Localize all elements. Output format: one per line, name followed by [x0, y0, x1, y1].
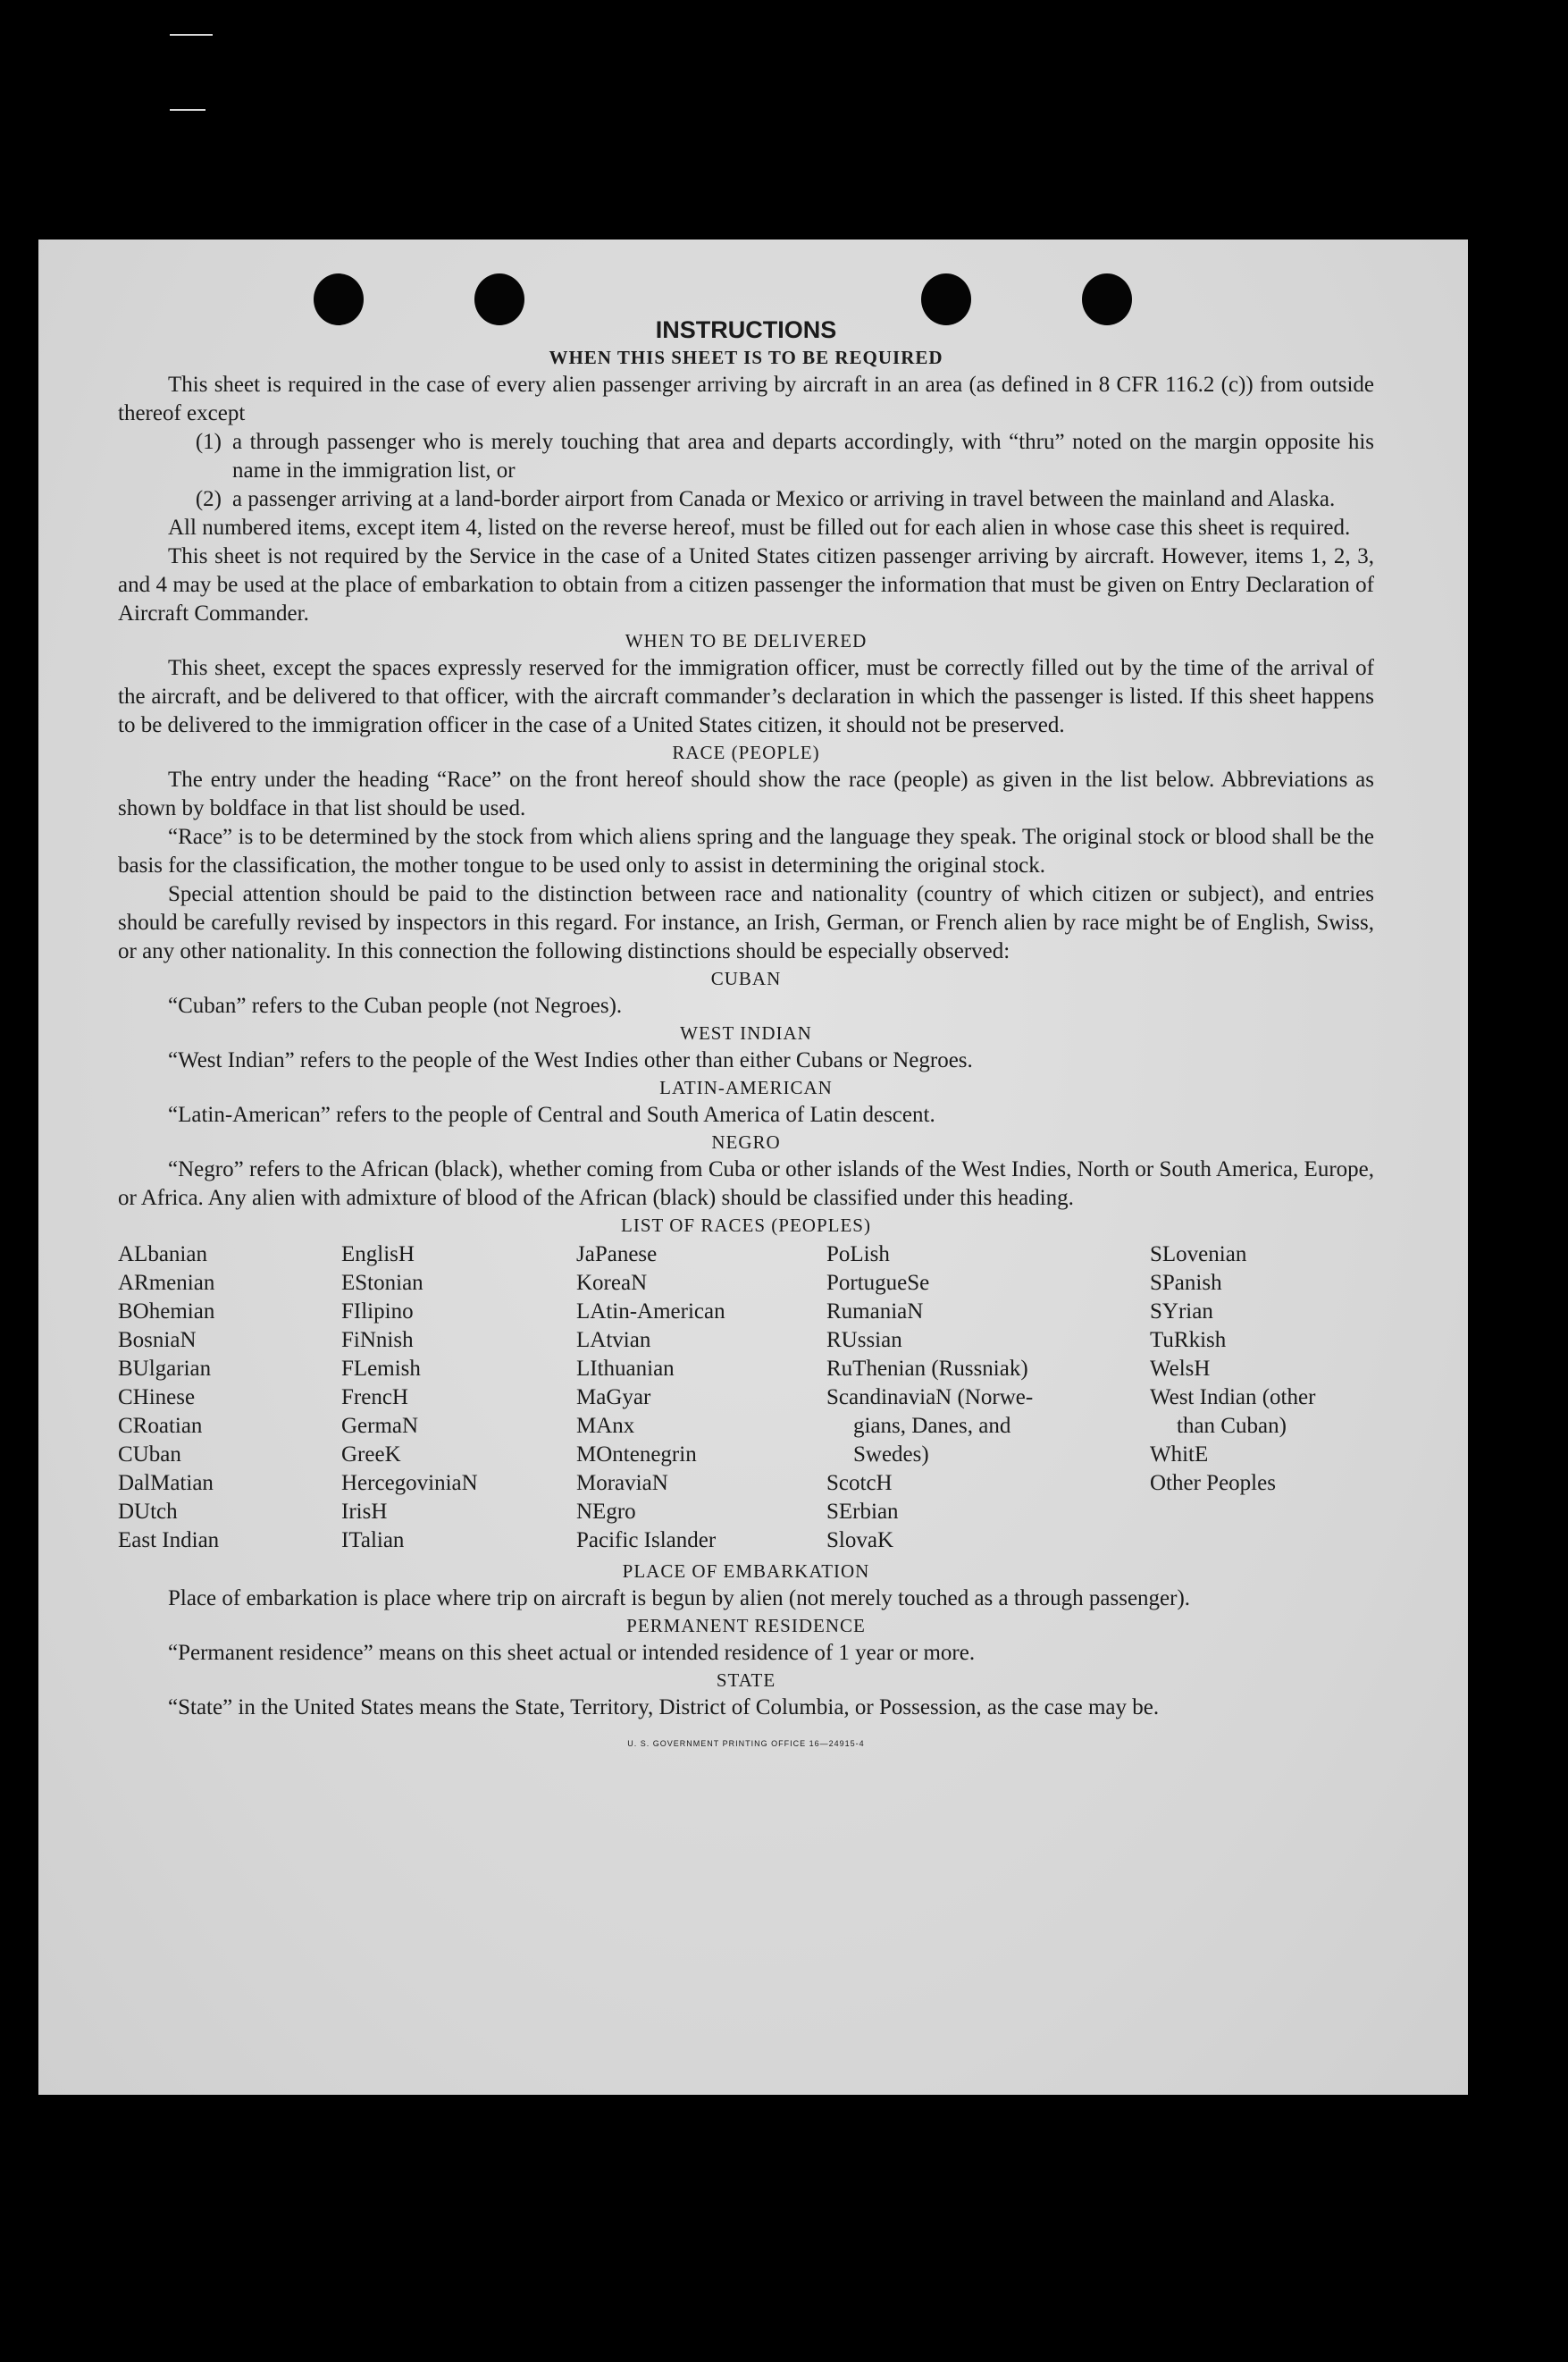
section-heading-state: STATE: [716, 1669, 776, 1691]
race-entry: RumaniaN: [826, 1299, 924, 1324]
item-text: a passenger arriving at a land-border airport from Canada or Mexico or arriving in travel between the mainland and Alaska.: [232, 487, 1336, 511]
race-entry: WhitE: [1150, 1442, 1209, 1467]
paragraph: The entry under the heading “Race” on the front hereof should show the race (people) as given in the list below. Abbreviations as shown by boldface in that list should be used.: [118, 768, 1374, 820]
race-entry: MAnx: [576, 1414, 635, 1438]
list-item: [118, 485, 1374, 514]
section-heading-permanent-residence: PERMANENT RESIDENCE: [626, 1615, 866, 1636]
race-entry: FIlipino: [341, 1299, 414, 1324]
race-entry: BUlgarian: [118, 1357, 212, 1381]
race-entry: Other Peoples: [1150, 1471, 1276, 1495]
section-heading-when-delivered: WHEN TO BE DELIVERED: [625, 630, 868, 651]
races-table: [118, 1240, 1374, 1555]
paragraph: Place of embarkation is place where trip on aircraft is begun by alien (not merely touched as a through passenger).: [168, 1586, 1191, 1610]
race-entry: WelsH: [1150, 1357, 1211, 1381]
races-column: [341, 1240, 576, 1555]
race-entry: BOhemian: [118, 1299, 215, 1324]
paragraph: “Permanent residence” means on this sheet actual or intended residence of 1 year or more.: [168, 1641, 976, 1665]
exceptions-list: [118, 428, 1374, 514]
race-entry: Pacific Islander: [576, 1528, 717, 1552]
race-entry: RuThenian (Russniak): [826, 1357, 1028, 1381]
race-entry: SYrian: [1150, 1299, 1213, 1324]
race-entry: ScandinaviaN (Norwe-: [826, 1385, 1034, 1409]
race-entry: KoreaN: [576, 1271, 648, 1295]
race-entry: than Cuban): [1177, 1414, 1287, 1438]
race-entry: CRoatian: [118, 1414, 203, 1438]
race-entry: SErbian: [826, 1500, 899, 1524]
section-heading-negro: NEGRO: [711, 1131, 781, 1153]
race-entry: SlovaK: [826, 1528, 893, 1552]
item-text: a through passenger who is merely touching that area and departs accordingly, with “thru” noted on the margin opposite his name in the immigration list, or: [232, 430, 1374, 483]
race-entry: RUssian: [826, 1328, 902, 1352]
race-entry: LAtin-American: [576, 1299, 725, 1324]
race-entry: JaPanese: [576, 1242, 658, 1266]
race-entry: ScotcH: [826, 1471, 893, 1495]
race-entry: IrisH: [341, 1500, 388, 1524]
paragraph: “Race” is to be determined by the stock from which aliens spring and the language they speak. The original stock or blood shall be the basis for the classification, the mother tongue to be used only to assist in determining the original stock.: [118, 825, 1374, 878]
race-entry: MOntenegrin: [576, 1442, 697, 1467]
race-entry: MaGyar: [576, 1385, 651, 1409]
section-heading-latin-american: LATIN-AMERICAN: [659, 1077, 833, 1098]
race-entry: LAtvian: [576, 1328, 651, 1352]
paragraph: This sheet is not required by the Service in the case of a United States citizen passenger arriving by aircraft. However, items 1, 2, 3, and 4 may be used at the place of embarkation to obtain from a citizen passenger the information that must be given on Entry Declaration of Aircraft Commander.: [118, 544, 1374, 626]
section-heading-embarkation: PLACE OF EMBARKATION: [622, 1560, 870, 1582]
paragraph: “State” in the United States means the State, Territory, District of Columbia, or Possession, as the case may be.: [168, 1695, 1160, 1719]
race-entry: DUtch: [118, 1500, 178, 1524]
races-column: [826, 1240, 1150, 1555]
race-entry: NEgro: [576, 1500, 636, 1524]
paragraph: This sheet is required in the case of every alien passenger arriving by aircraft in an area (as defined in 8 CFR 116.2 (c)) from outside thereof except: [118, 373, 1374, 425]
race-entry: PoLish: [826, 1242, 890, 1266]
section-heading-west-indian: WEST INDIAN: [680, 1022, 812, 1044]
instruction-sheet: [38, 240, 1468, 2095]
section-heading-race: RACE (PEOPLE): [672, 742, 820, 763]
race-entry: FrencH: [341, 1385, 408, 1409]
paragraph: “West Indian” refers to the people of the West Indies other than either Cubans or Negroes.: [168, 1048, 973, 1072]
list-item: [118, 428, 1374, 485]
race-entry: SPanish: [1150, 1271, 1222, 1295]
race-entry: East Indian: [118, 1528, 220, 1552]
race-entry: CUban: [118, 1442, 181, 1467]
race-entry: BosniaN: [118, 1328, 197, 1352]
paragraph: This sheet, except the spaces expressly reserved for the immigration officer, must be correctly filled out by the time of the arrival of the aircraft, and be delivered to that officer, with the aircraft commander’s declaration in which the passenger is listed. If this sheet happens to be delivered to the immigration officer in the case of a United States citizen, it should not be preserved.: [118, 656, 1374, 737]
paragraph: “Latin-American” refers to the people of Central and South America of Latin descent.: [168, 1103, 935, 1127]
race-entry: FLemish: [341, 1357, 421, 1381]
race-entry: gians, Danes, and: [853, 1414, 1011, 1438]
sheet-content: [118, 315, 1374, 1758]
race-entry: West Indian (other: [1150, 1385, 1316, 1409]
paragraph: Special attention should be paid to the distinction between race and nationality (country of which citizen or subject), and entries should be carefully revised by inspectors in this regard. For instance, an Irish, German, or French alien by race might be of English, Swiss, or any other nationality. In this connection the following distinctions should be especially observed:: [118, 882, 1374, 963]
paragraph: “Cuban” refers to the Cuban people (not Negroes).: [168, 994, 623, 1018]
paragraph: All numbered items, except item 4, listed on the reverse hereof, must be filled out for each alien in whose case this sheet is required.: [168, 516, 1351, 540]
scan-artifact: [170, 109, 205, 111]
race-entry: SLovenian: [1150, 1242, 1247, 1266]
race-entry: ARmenian: [118, 1271, 215, 1295]
section-heading-list-of-races: LIST OF RACES (PEOPLES): [621, 1215, 871, 1236]
item-number: (2): [195, 487, 222, 511]
race-entry: Swedes): [853, 1442, 929, 1467]
race-entry: GermaN: [341, 1414, 419, 1438]
races-column: [1150, 1240, 1374, 1555]
race-entry: TuRkish: [1150, 1328, 1227, 1352]
race-entry: GreeK: [341, 1442, 401, 1467]
section-heading-when-required: WHEN THIS SHEET IS TO BE REQUIRED: [549, 347, 943, 368]
race-entry: EnglisH: [341, 1242, 415, 1266]
scan-artifact: [170, 34, 213, 36]
item-number: (1): [195, 430, 222, 454]
race-entry: LIthuanian: [576, 1357, 675, 1381]
printing-office-footer: U. S. GOVERNMENT PRINTING OFFICE 16—24915-4: [627, 1739, 865, 1748]
race-entry: ALbanian: [118, 1242, 207, 1266]
races-column: [576, 1240, 826, 1555]
page-title: INSTRUCTIONS: [655, 316, 837, 343]
race-entry: FiNnish: [341, 1328, 414, 1352]
race-entry: EStonian: [341, 1271, 423, 1295]
race-entry: CHinese: [118, 1385, 196, 1409]
race-entry: MoraviaN: [576, 1471, 668, 1495]
section-heading-cuban: CUBAN: [710, 968, 782, 989]
race-entry: ITalian: [341, 1528, 405, 1552]
paragraph: “Negro” refers to the African (black), whether coming from Cuba or other islands of the West Indies, North or South America, Europe, or Africa. Any alien with admixture of blood of the African (black) should be classified under this heading.: [118, 1157, 1374, 1210]
race-entry: PortugueSe: [826, 1271, 930, 1295]
races-column: [118, 1240, 341, 1555]
race-entry: HercegoviniaN: [341, 1471, 478, 1495]
race-entry: DalMatian: [118, 1471, 214, 1495]
